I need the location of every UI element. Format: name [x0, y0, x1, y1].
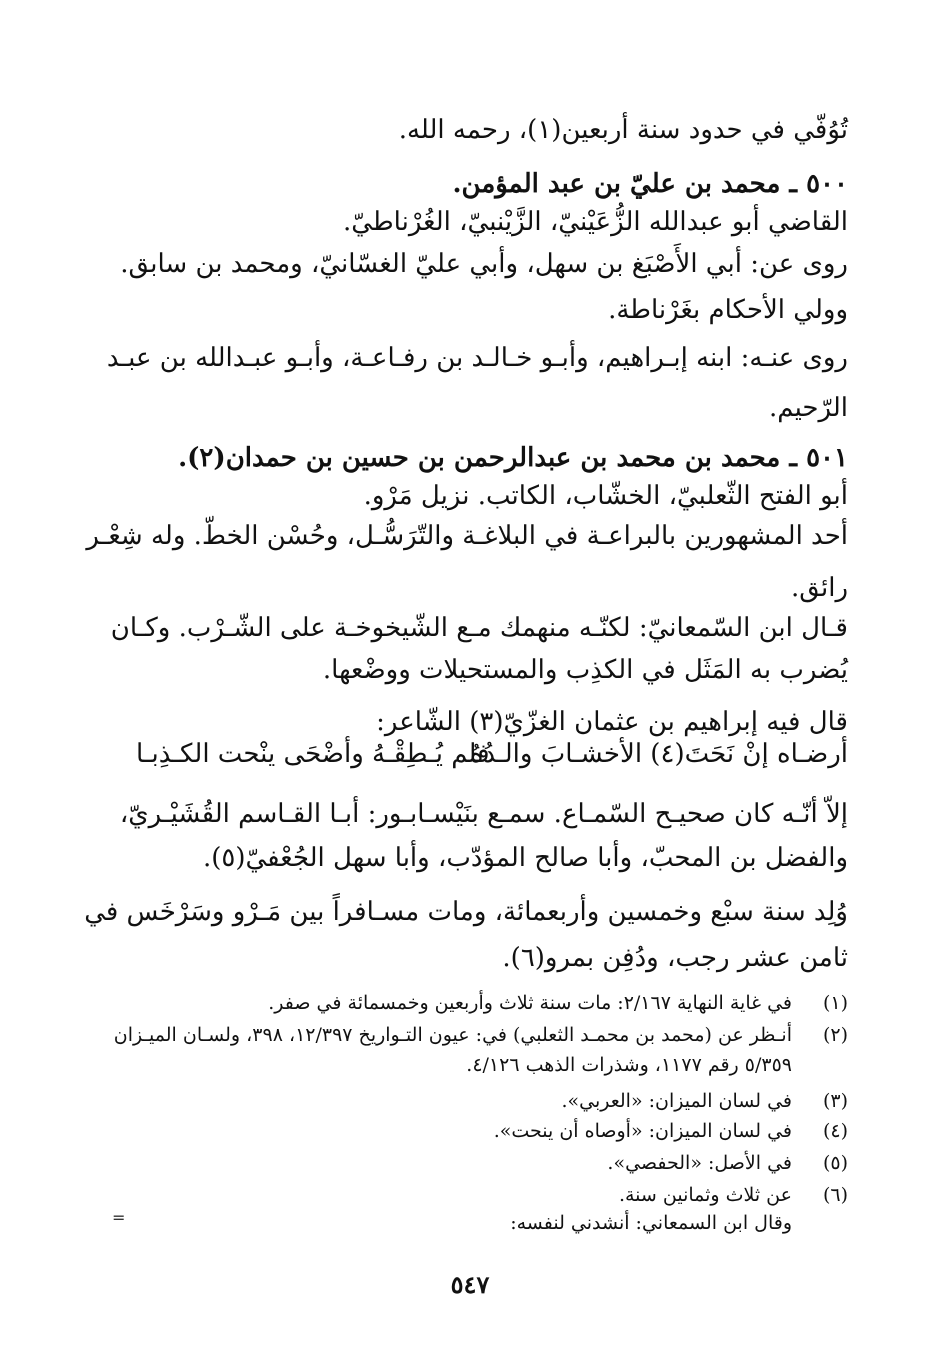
footnote-number: (٢) — [822, 1024, 848, 1046]
text-line: ثامن عشر رجب، ودُفِن بمرو(٦). — [502, 943, 848, 973]
verse-first-hemistich: أرضـاه إنْ نَحَتَ(٤) الأخشـابَ والـدُهُ — [469, 739, 848, 769]
footnote-number: (٤) — [822, 1120, 848, 1142]
footnote-6 — [136, 1182, 848, 1208]
verse-second-hemistich: فلم يُـطِقْـهُ وأضْحَى ينْحت الكـذِبـا — [136, 739, 490, 769]
footnote-4 — [136, 1118, 848, 1144]
text-line: يُضرب به المَثَل في الكذِب والمستحيلات ووضْعها. — [322, 655, 848, 685]
footnote-number: (٦) — [822, 1184, 848, 1206]
text-line: أبو الفتح الثّعلبيّ، الخشّاب، الكاتب. نزيل مَرْو. — [363, 481, 848, 511]
text-line: والفضل بن المحبّ، وأبا صالح المؤدّب، وأبا سهل الجُعْفيّ(٥). — [202, 843, 848, 873]
text-line: القاضي أبو عبدالله الزُّعَيْنيّ، الزَّيْنبيّ، الغُرْناطيّ. — [343, 207, 848, 237]
text-line: إلاّ أنّـه كان صحيـح السّمـاع. سمـع بنَيْسـابـور: أبـا القـاسم القُشَيْـريّ، — [119, 799, 848, 829]
footnote-text: في غاية النهاية ٢/١٦٧: مات سنة ثلاث وأربعين وخمسمائة في صفر. — [268, 992, 792, 1014]
footnote-text: عن ثلاث وثمانين سنة. — [618, 1184, 792, 1206]
page-number: ٥٤٧ — [450, 1270, 490, 1299]
footnote-2 — [113, 1022, 848, 1078]
text-line: قال فيه إبراهيم بن عثمان الغزّيّ(٣) الشّاعر: — [376, 707, 848, 737]
footnote-text: في لسان الميزان: «العربي». — [561, 1090, 792, 1112]
text-line: وُلِد سنة سبْع وخمسين وأربعمائة، ومات مسـافراً بين مَـرْو وسَرْخَس في — [84, 897, 848, 927]
footnote-1 — [136, 990, 848, 1016]
text-line: الرّحيم. — [769, 393, 848, 423]
text-line: وولي الأحكام بغَرْناطة. — [608, 295, 848, 325]
footnote-6-continuation — [136, 1210, 848, 1236]
entry-heading-501: ٥٠١ ـ محمد بن محمد بن عبدالرحمن بن حسين بن حمدان(٢). — [178, 443, 848, 473]
footnote-3 — [136, 1088, 848, 1114]
entry-heading-500: ٥٠٠ ـ محمد بن عليّ بن عبد المؤمن. — [452, 169, 848, 199]
footnote-text: أنـظر عن (محمد بن محمـد الثعلبي) في: عيون التـواريخ ١٢/٣٩٧، ٣٩٨، ولسـان الميـزان — [113, 1024, 792, 1046]
text-line: روى عن: أبي الأَصْبَغ بن سهل، وأبي عليّ الغسّانيّ، ومحمد بن سابق. — [120, 249, 848, 279]
text-line: قـال ابن السّمعانيّ: لكنّـه منهمك مـع الشّيخوخـة على الشّـرْب. وكـان — [110, 613, 848, 643]
footnote-text: في لسان الميزان: «أوصاه أن ينحت». — [493, 1120, 792, 1142]
margin-mark: = — [112, 1208, 126, 1227]
text-line: روى عنـه: ابنه إبـراهيم، وأبـو خـالـد بن رفـاعـة، وأبـو عبـدالله بن عبـد — [106, 343, 848, 373]
footnote-number: (٣) — [822, 1090, 848, 1112]
footnote-text-continued: ٥/٣٥٩ رقم ١١٧٧، وشذرات الذهب ٤/١٢٦. — [466, 1054, 792, 1076]
text-line: رائق. — [791, 573, 848, 603]
footnote-number: (٥) — [822, 1152, 848, 1174]
text-line: تُوُفّي في حدود سنة أربعين(١)، رحمه الله. — [398, 115, 848, 145]
poem-verse — [136, 738, 848, 778]
footnote-text: وقال ابن السمعاني: أنشدني لنفسه: — [510, 1212, 792, 1234]
footnote-number: (١) — [822, 992, 848, 1014]
footnote-text: في الأصل: «الحفصي». — [607, 1152, 792, 1174]
text-line: أحد المشهورين بالبراعـة في البلاغـة والتّرَسُّـل، وحُسْن الخطّ. وله شِعْـر — [86, 521, 848, 551]
footnote-5 — [136, 1150, 848, 1176]
